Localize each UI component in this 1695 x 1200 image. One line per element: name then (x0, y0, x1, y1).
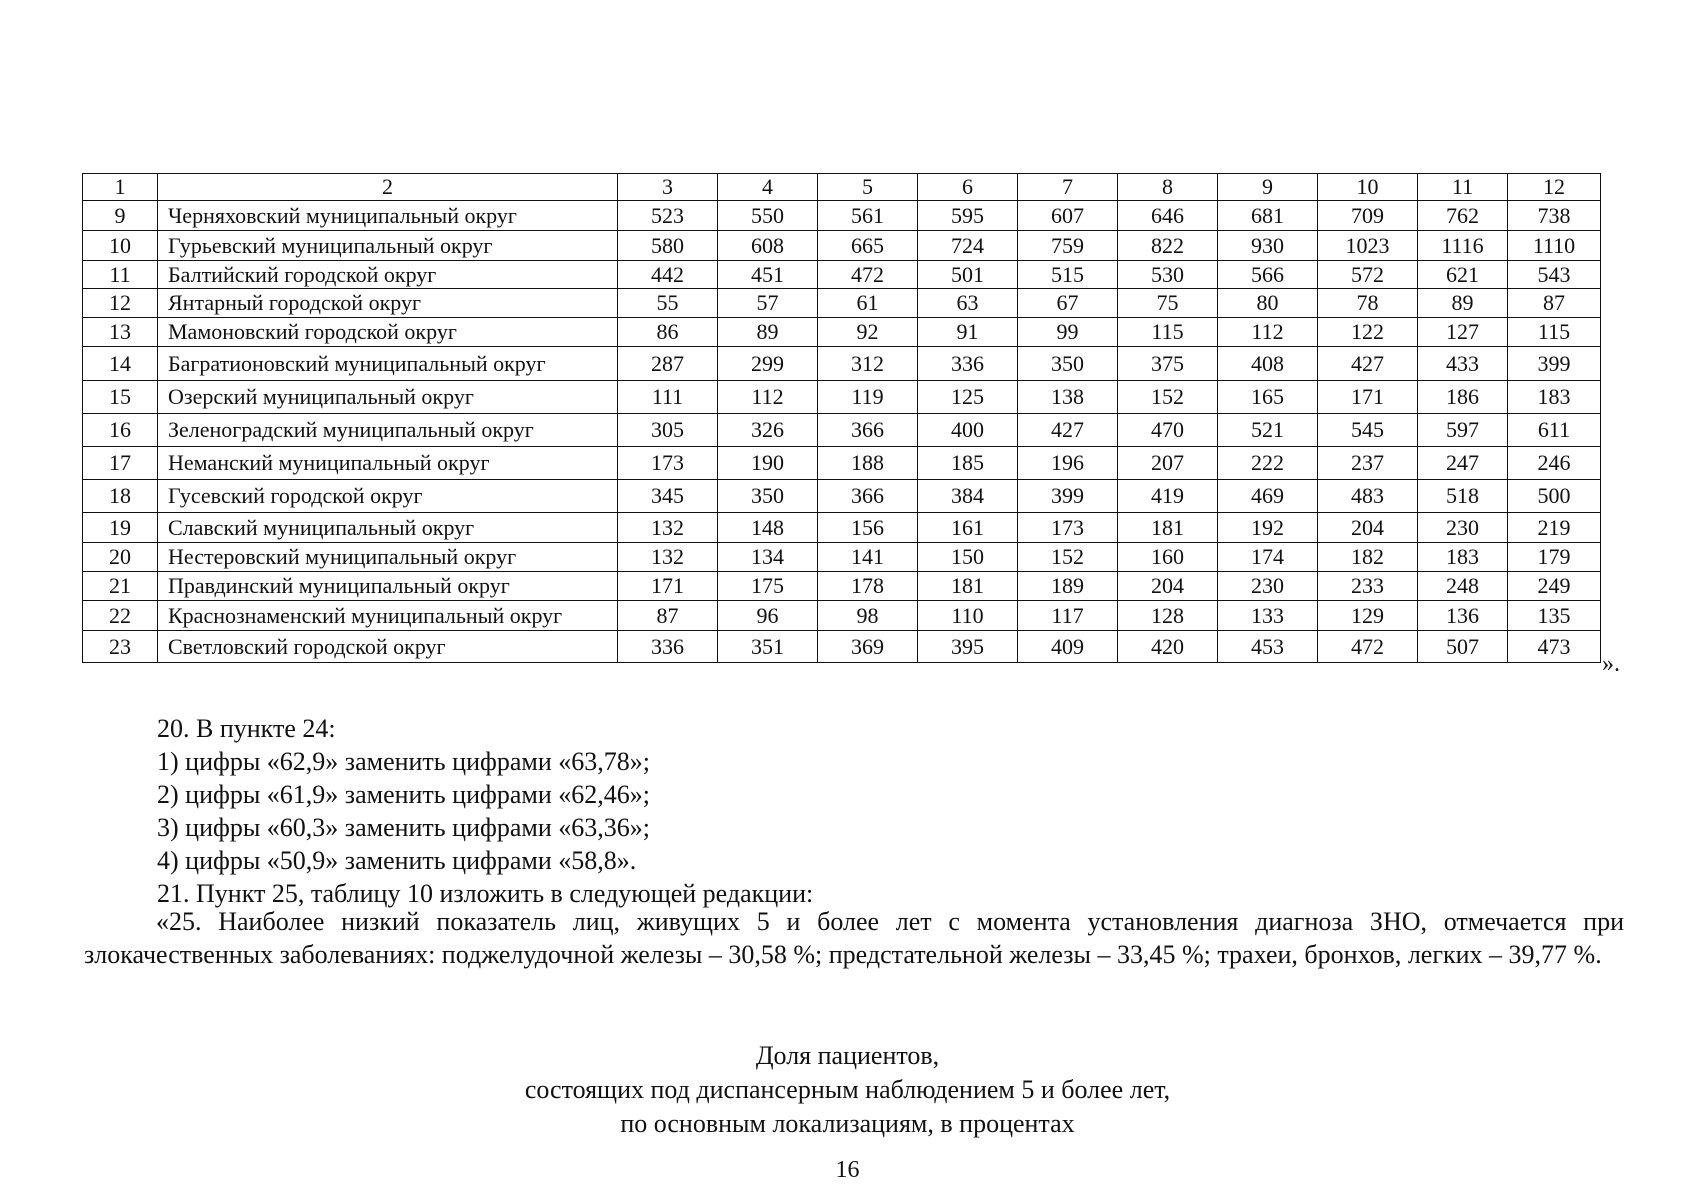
value-cell: 249 (1508, 572, 1601, 601)
value-cell: 350 (718, 480, 818, 513)
table-row (83, 513, 1601, 543)
value-cell: 63 (918, 289, 1018, 318)
value-cell: 545 (1318, 414, 1418, 447)
item-20-subitem-1: 1) цифры «62,9» заменить цифрами «63,78»; (157, 747, 650, 776)
value-cell: 366 (818, 480, 918, 513)
item-20-subitem-2: 2) цифры «61,9» заменить цифрами «62,46»; (157, 780, 650, 809)
closing-quote: ». (1602, 651, 1620, 677)
value-cell: 99 (1018, 318, 1118, 347)
value-cell: 469 (1218, 480, 1318, 513)
table-title-line-1: Доля пациентов, (755, 1041, 940, 1070)
row-number-cell: 17 (83, 447, 158, 480)
district-name-cell: Правдинский муниципальный округ (158, 572, 618, 601)
value-cell: 133 (1218, 601, 1318, 631)
column-number-9: 9 (1218, 174, 1318, 201)
table-title-line-2: состоящих под диспансерным наблюдением 5 и более лет, (524, 1075, 1171, 1104)
value-cell: 299 (718, 347, 818, 381)
row-number-cell: 9 (83, 201, 158, 231)
column-number-12: 12 (1508, 174, 1601, 201)
value-cell: 204 (1118, 572, 1218, 601)
value-cell: 822 (1118, 231, 1218, 261)
column-number-7: 7 (1018, 174, 1118, 201)
value-cell: 174 (1218, 543, 1318, 572)
value-cell: 507 (1418, 631, 1508, 663)
value-cell: 119 (818, 381, 918, 414)
row-number-cell: 23 (83, 631, 158, 663)
value-cell: 470 (1118, 414, 1218, 447)
value-cell: 178 (818, 572, 918, 601)
table-header-row (83, 174, 1601, 201)
value-cell: 78 (1318, 289, 1418, 318)
value-cell: 366 (818, 414, 918, 447)
value-cell: 442 (618, 261, 718, 289)
value-cell: 117 (1018, 601, 1118, 631)
value-cell: 230 (1218, 572, 1318, 601)
value-cell: 138 (1018, 381, 1118, 414)
value-cell: 738 (1508, 201, 1601, 231)
value-cell: 543 (1508, 261, 1601, 289)
district-name-cell: Краснознаменский муниципальный округ (158, 601, 618, 631)
table-row (83, 414, 1601, 447)
value-cell: 185 (918, 447, 1018, 480)
value-cell: 595 (918, 201, 1018, 231)
district-name-cell: Мамоновский городской округ (158, 318, 618, 347)
value-cell: 427 (1318, 347, 1418, 381)
value-cell: 420 (1118, 631, 1218, 663)
value-cell: 132 (618, 513, 718, 543)
value-cell: 152 (1118, 381, 1218, 414)
value-cell: 681 (1218, 201, 1318, 231)
value-cell: 173 (618, 447, 718, 480)
value-cell: 572 (1318, 261, 1418, 289)
value-cell: 190 (718, 447, 818, 480)
value-cell: 75 (1118, 289, 1218, 318)
column-number-11: 11 (1418, 174, 1508, 201)
value-cell: 67 (1018, 289, 1118, 318)
value-cell: 196 (1018, 447, 1118, 480)
column-number-8: 8 (1118, 174, 1218, 201)
value-cell: 501 (918, 261, 1018, 289)
row-number-cell: 11 (83, 261, 158, 289)
value-cell: 186 (1418, 381, 1508, 414)
page-number: 16 (835, 1157, 860, 1183)
value-cell: 161 (918, 513, 1018, 543)
value-cell: 409 (1018, 631, 1118, 663)
value-cell: 530 (1118, 261, 1218, 289)
value-cell: 312 (818, 347, 918, 381)
value-cell: 160 (1118, 543, 1218, 572)
value-cell: 115 (1118, 318, 1218, 347)
value-cell: 181 (1118, 513, 1218, 543)
column-number-1: 1 (83, 174, 158, 201)
value-cell: 55 (618, 289, 718, 318)
value-cell: 207 (1118, 447, 1218, 480)
table-row (83, 572, 1601, 601)
table-row (83, 631, 1601, 663)
value-cell: 219 (1508, 513, 1601, 543)
value-cell: 171 (618, 572, 718, 601)
value-cell: 204 (1318, 513, 1418, 543)
value-cell: 646 (1118, 201, 1218, 231)
value-cell: 419 (1118, 480, 1218, 513)
value-cell: 92 (818, 318, 918, 347)
value-cell: 523 (618, 201, 718, 231)
value-cell: 112 (1218, 318, 1318, 347)
value-cell: 173 (1018, 513, 1118, 543)
value-cell: 408 (1218, 347, 1318, 381)
row-number-cell: 21 (83, 572, 158, 601)
value-cell: 483 (1318, 480, 1418, 513)
column-number-2: 2 (158, 174, 618, 201)
table-row (83, 543, 1601, 572)
value-cell: 222 (1218, 447, 1318, 480)
table-row (83, 231, 1601, 261)
table-row (83, 381, 1601, 414)
value-cell: 384 (918, 480, 1018, 513)
value-cell: 61 (818, 289, 918, 318)
value-cell: 433 (1418, 347, 1508, 381)
value-cell: 127 (1418, 318, 1508, 347)
value-cell: 326 (718, 414, 818, 447)
value-cell: 500 (1508, 480, 1601, 513)
table-row (83, 261, 1601, 289)
value-cell: 759 (1018, 231, 1118, 261)
value-cell: 369 (818, 631, 918, 663)
value-cell: 135 (1508, 601, 1601, 631)
value-cell: 175 (718, 572, 818, 601)
value-cell: 515 (1018, 261, 1118, 289)
district-name-cell: Балтийский городской округ (158, 261, 618, 289)
value-cell: 96 (718, 601, 818, 631)
row-number-cell: 16 (83, 414, 158, 447)
value-cell: 152 (1018, 543, 1118, 572)
district-name-cell: Нестеровский муниципальный округ (158, 543, 618, 572)
value-cell: 451 (718, 261, 818, 289)
value-cell: 89 (1418, 289, 1508, 318)
value-cell: 98 (818, 601, 918, 631)
value-cell: 156 (818, 513, 918, 543)
row-number-cell: 22 (83, 601, 158, 631)
value-cell: 709 (1318, 201, 1418, 231)
value-cell: 566 (1218, 261, 1318, 289)
value-cell: 89 (718, 318, 818, 347)
item-20-subitem-4: 4) цифры «50,9» заменить цифрами «58,8». (157, 846, 637, 875)
value-cell: 132 (618, 543, 718, 572)
value-cell: 427 (1018, 414, 1118, 447)
value-cell: 129 (1318, 601, 1418, 631)
row-number-cell: 12 (83, 289, 158, 318)
table-row (83, 601, 1601, 631)
value-cell: 237 (1318, 447, 1418, 480)
value-cell: 115 (1508, 318, 1601, 347)
value-cell: 179 (1508, 543, 1601, 572)
value-cell: 1023 (1318, 231, 1418, 261)
row-number-cell: 14 (83, 347, 158, 381)
value-cell: 122 (1318, 318, 1418, 347)
value-cell: 86 (618, 318, 718, 347)
district-name-cell: Янтарный городской округ (158, 289, 618, 318)
value-cell: 136 (1418, 601, 1508, 631)
value-cell: 395 (918, 631, 1018, 663)
table-row (83, 480, 1601, 513)
value-cell: 182 (1318, 543, 1418, 572)
value-cell: 230 (1418, 513, 1508, 543)
district-name-cell: Озерский муниципальный округ (158, 381, 618, 414)
value-cell: 91 (918, 318, 1018, 347)
value-cell: 351 (718, 631, 818, 663)
value-cell: 597 (1418, 414, 1508, 447)
value-cell: 248 (1418, 572, 1508, 601)
column-number-10: 10 (1318, 174, 1418, 201)
value-cell: 110 (918, 601, 1018, 631)
value-cell: 287 (618, 347, 718, 381)
value-cell: 188 (818, 447, 918, 480)
row-number-cell: 20 (83, 543, 158, 572)
table-row (83, 318, 1601, 347)
value-cell: 345 (618, 480, 718, 513)
value-cell: 550 (718, 201, 818, 231)
value-cell: 400 (918, 414, 1018, 447)
value-cell: 183 (1418, 543, 1508, 572)
table-row (83, 447, 1601, 480)
district-name-cell: Светловский городской округ (158, 631, 618, 663)
value-cell: 183 (1508, 381, 1601, 414)
value-cell: 375 (1118, 347, 1218, 381)
value-cell: 125 (918, 381, 1018, 414)
statistics-table (82, 173, 1601, 663)
table-row (83, 289, 1601, 318)
table-row (83, 347, 1601, 381)
district-name-cell: Славский муниципальный округ (158, 513, 618, 543)
district-name-cell: Гусевский городской округ (158, 480, 618, 513)
value-cell: 141 (818, 543, 918, 572)
value-cell: 621 (1418, 261, 1508, 289)
value-cell: 247 (1418, 447, 1508, 480)
value-cell: 336 (618, 631, 718, 663)
value-cell: 473 (1508, 631, 1601, 663)
value-cell: 128 (1118, 601, 1218, 631)
value-cell: 171 (1318, 381, 1418, 414)
value-cell: 521 (1218, 414, 1318, 447)
value-cell: 472 (818, 261, 918, 289)
column-number-5: 5 (818, 174, 918, 201)
value-cell: 607 (1018, 201, 1118, 231)
district-name-cell: Неманский муниципальный округ (158, 447, 618, 480)
value-cell: 150 (918, 543, 1018, 572)
district-name-cell: Зеленоградский муниципальный округ (158, 414, 618, 447)
value-cell: 472 (1318, 631, 1418, 663)
value-cell: 87 (618, 601, 718, 631)
district-name-cell: Черняховский муниципальный округ (158, 201, 618, 231)
value-cell: 399 (1508, 347, 1601, 381)
value-cell: 80 (1218, 289, 1318, 318)
value-cell: 665 (818, 231, 918, 261)
row-number-cell: 19 (83, 513, 158, 543)
value-cell: 246 (1508, 447, 1601, 480)
value-cell: 561 (818, 201, 918, 231)
district-name-cell: Багратионовский муниципальный округ (158, 347, 618, 381)
value-cell: 611 (1508, 414, 1601, 447)
district-name-cell: Гурьевский муниципальный округ (158, 231, 618, 261)
column-number-3: 3 (618, 174, 718, 201)
value-cell: 233 (1318, 572, 1418, 601)
item-25-paragraph: «25. Наиболее низкий показатель лиц, живущих 5 и более лет с момента установления диагноза ЗНО, отмечается при злокачественных заболеваниях: поджелудочной железы – 30,58 %; предстательной железы – 33,45 %; трахеи, бронхов, легких – 39,77 %. (84, 907, 1624, 969)
item-20-heading: 20. В пункте 24: (157, 714, 336, 743)
value-cell: 181 (918, 572, 1018, 601)
row-number-cell: 18 (83, 480, 158, 513)
column-number-4: 4 (718, 174, 818, 201)
value-cell: 134 (718, 543, 818, 572)
value-cell: 192 (1218, 513, 1318, 543)
table-body (83, 174, 1601, 663)
table-title-line-3: по основным локализациям, в процентах (620, 1109, 1075, 1138)
value-cell: 336 (918, 347, 1018, 381)
row-number-cell: 13 (83, 318, 158, 347)
value-cell: 453 (1218, 631, 1318, 663)
value-cell: 189 (1018, 572, 1118, 601)
value-cell: 165 (1218, 381, 1318, 414)
row-number-cell: 15 (83, 381, 158, 414)
value-cell: 1116 (1418, 231, 1508, 261)
row-number-cell: 10 (83, 231, 158, 261)
item-20-subitem-3: 3) цифры «60,3» заменить цифрами «63,36»; (157, 813, 650, 842)
value-cell: 762 (1418, 201, 1508, 231)
value-cell: 57 (718, 289, 818, 318)
column-number-6: 6 (918, 174, 1018, 201)
value-cell: 1110 (1508, 231, 1601, 261)
item-21-heading: 21. Пункт 25, таблицу 10 изложить в следующей редакции: (157, 879, 814, 908)
value-cell: 350 (1018, 347, 1118, 381)
value-cell: 399 (1018, 480, 1118, 513)
value-cell: 930 (1218, 231, 1318, 261)
value-cell: 608 (718, 231, 818, 261)
value-cell: 87 (1508, 289, 1601, 318)
value-cell: 580 (618, 231, 718, 261)
value-cell: 112 (718, 381, 818, 414)
value-cell: 518 (1418, 480, 1508, 513)
table-row (83, 201, 1601, 231)
value-cell: 305 (618, 414, 718, 447)
value-cell: 148 (718, 513, 818, 543)
value-cell: 724 (918, 231, 1018, 261)
value-cell: 111 (618, 381, 718, 414)
